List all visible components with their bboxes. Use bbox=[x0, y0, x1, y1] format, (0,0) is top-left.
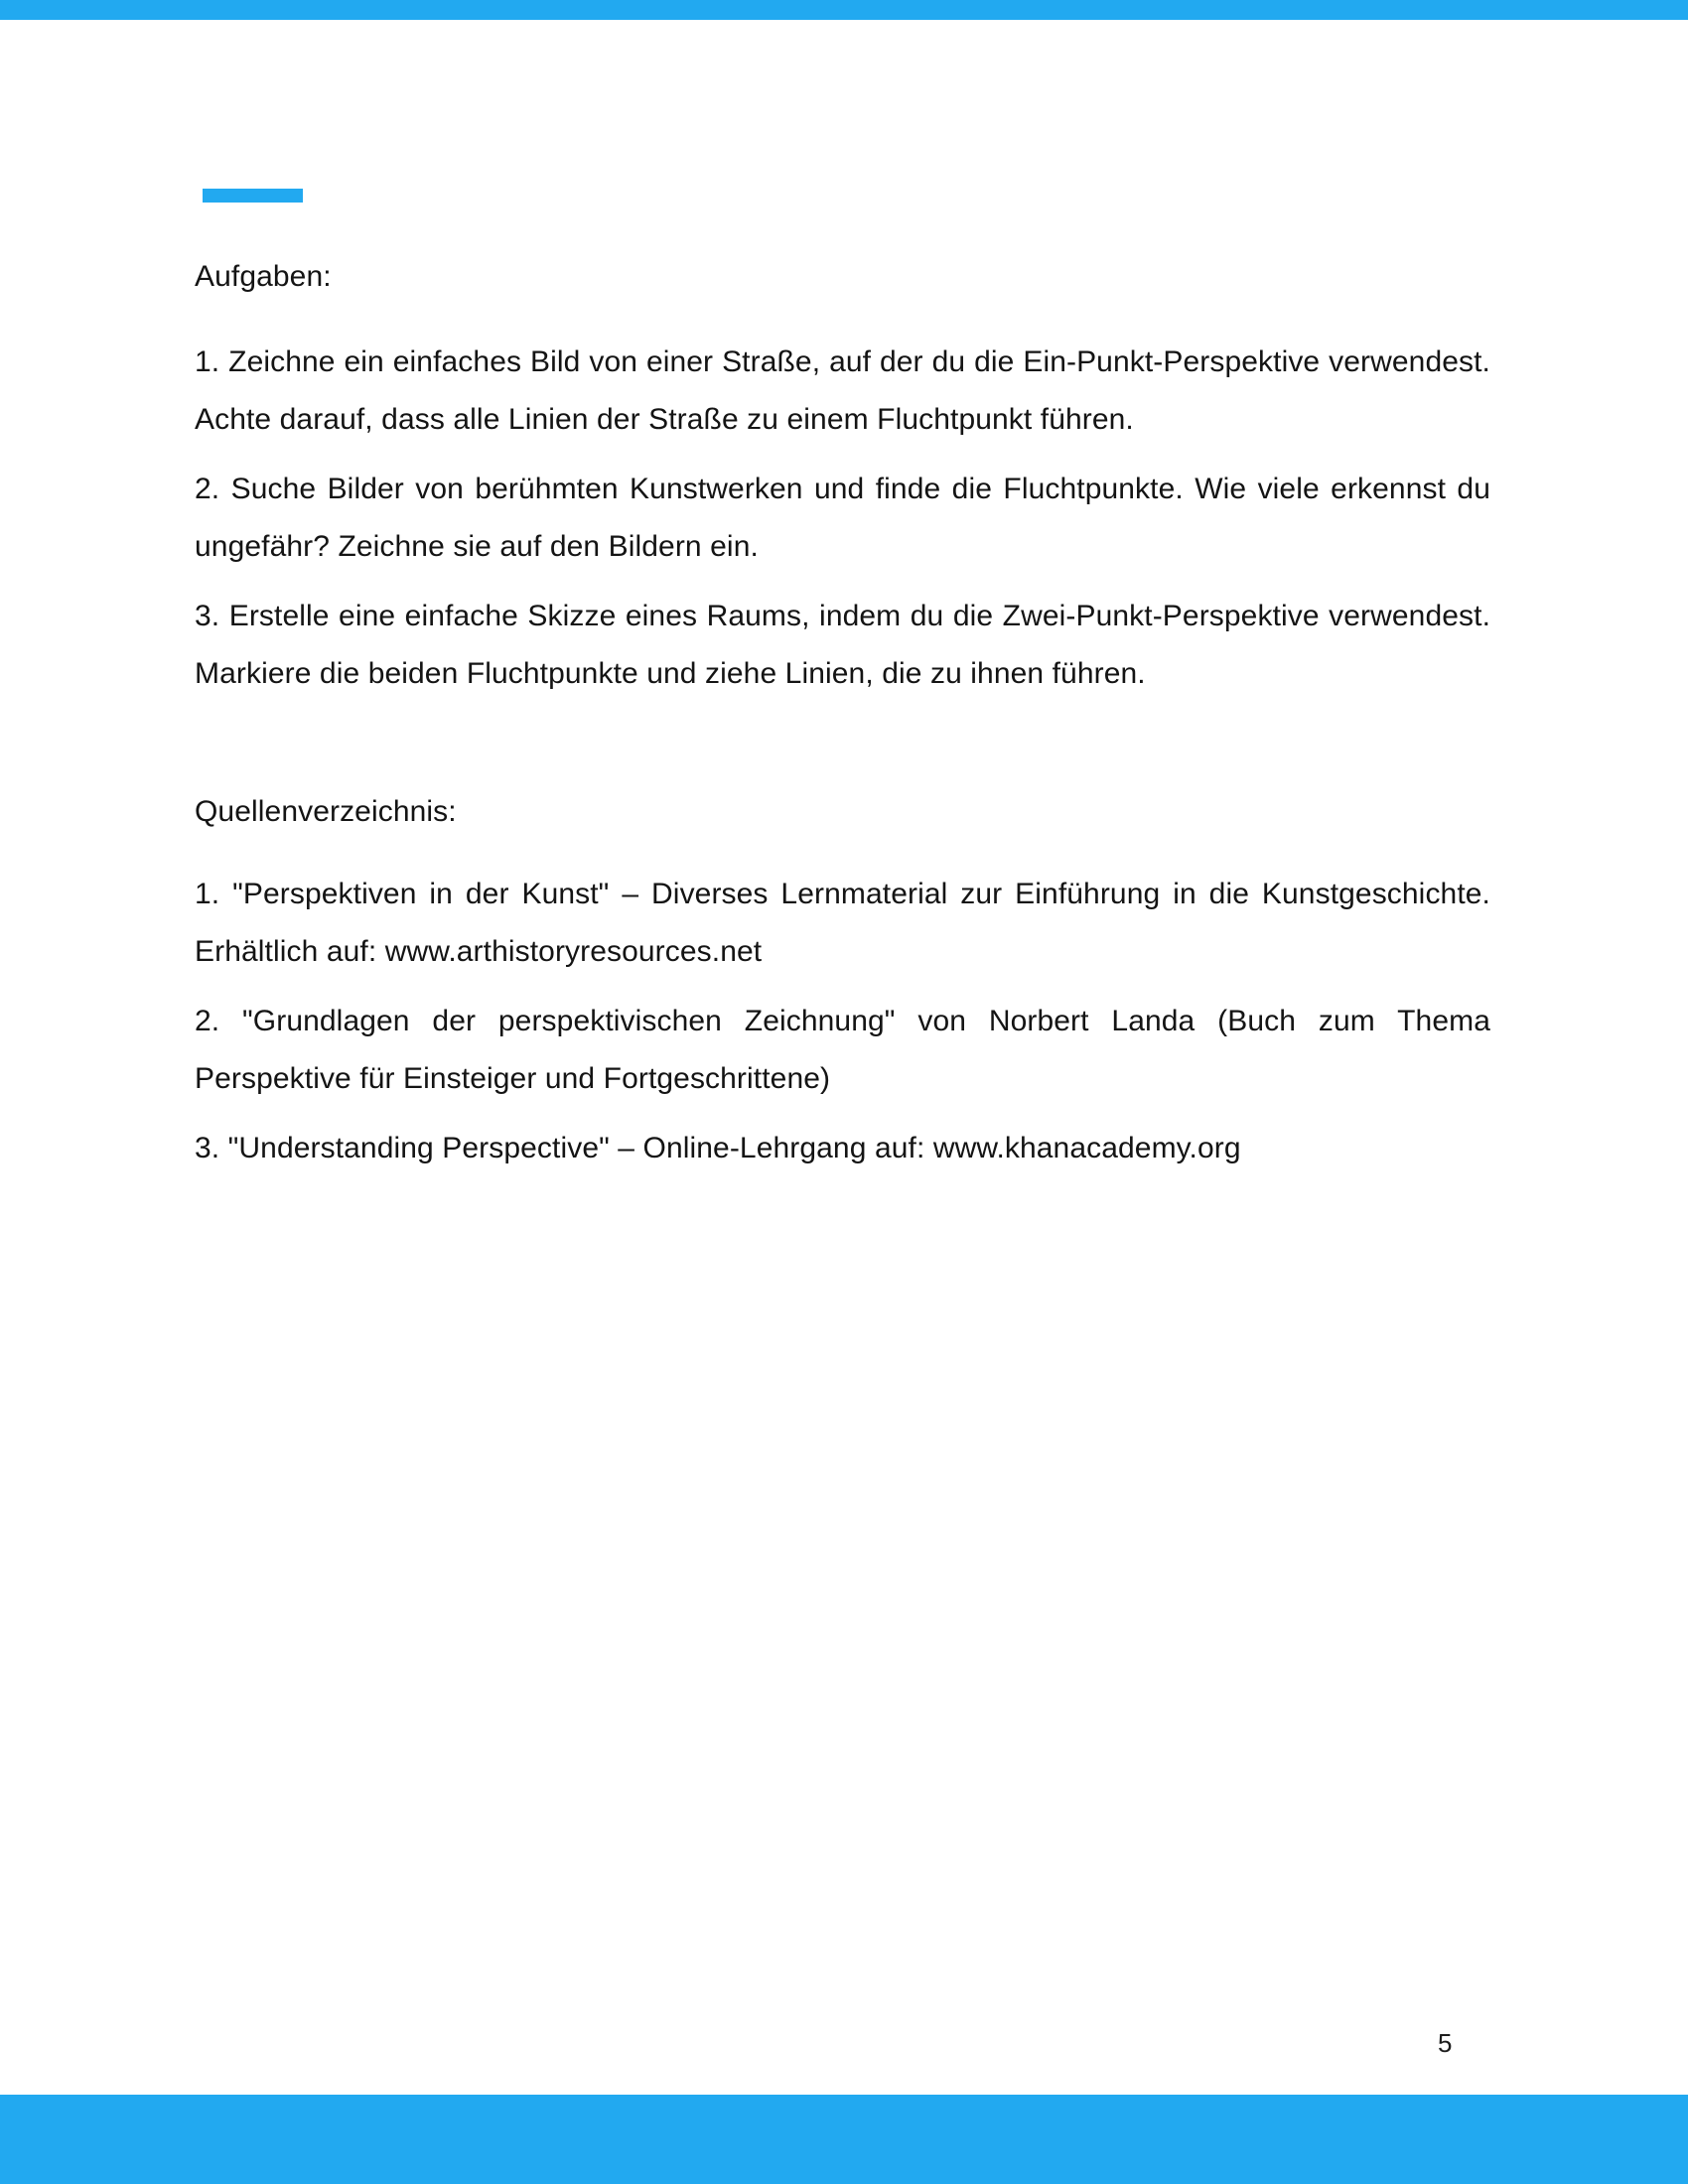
bottom-blue-band bbox=[0, 2095, 1688, 2184]
task-item-2: 2. Suche Bilder von berühmten Kunstwerken und finde die Fluchtpunkte. Wie viele erkennst du ungefähr? Zeichne sie auf den Bildern ein. bbox=[195, 473, 1490, 563]
source-item-1: 1. "Perspektiven in der Kunst" – Diverses Lernmaterial zur Einführung in die Kunstgeschichte. Erhältlich auf: www.arthistoryresources.net bbox=[195, 878, 1490, 968]
tasks-heading: Aufgaben: bbox=[195, 260, 332, 293]
task-item-1: 1. Zeichne ein einfaches Bild von einer Straße, auf der du die Ein-Punkt-Perspektive verwendest. Achte darauf, dass alle Linien der Straße zu einem Fluchtpunkt führen. bbox=[195, 345, 1490, 436]
sources-heading: Quellenverzeichnis: bbox=[195, 795, 457, 828]
top-blue-band bbox=[0, 0, 1688, 20]
source-item-3: 3. "Understanding Perspective" – Online-Lehrgang auf: www.khanacademy.org bbox=[195, 1132, 1241, 1164]
source-item-2: 2. "Grundlagen der perspektivischen Zeichnung" von Norbert Landa (Buch zum Thema Perspektive für Einsteiger und Fortgeschrittene) bbox=[195, 1005, 1490, 1095]
task-item-3: 3. Erstelle eine einfache Skizze eines Raums, indem du die Zwei-Punkt-Perspektive verwendest. Markiere die beiden Fluchtpunkte und ziehe Linien, die zu ihnen führen. bbox=[195, 600, 1490, 690]
page-number: 5 bbox=[1438, 2028, 1453, 2058]
blue-accent-dash bbox=[203, 189, 303, 203]
